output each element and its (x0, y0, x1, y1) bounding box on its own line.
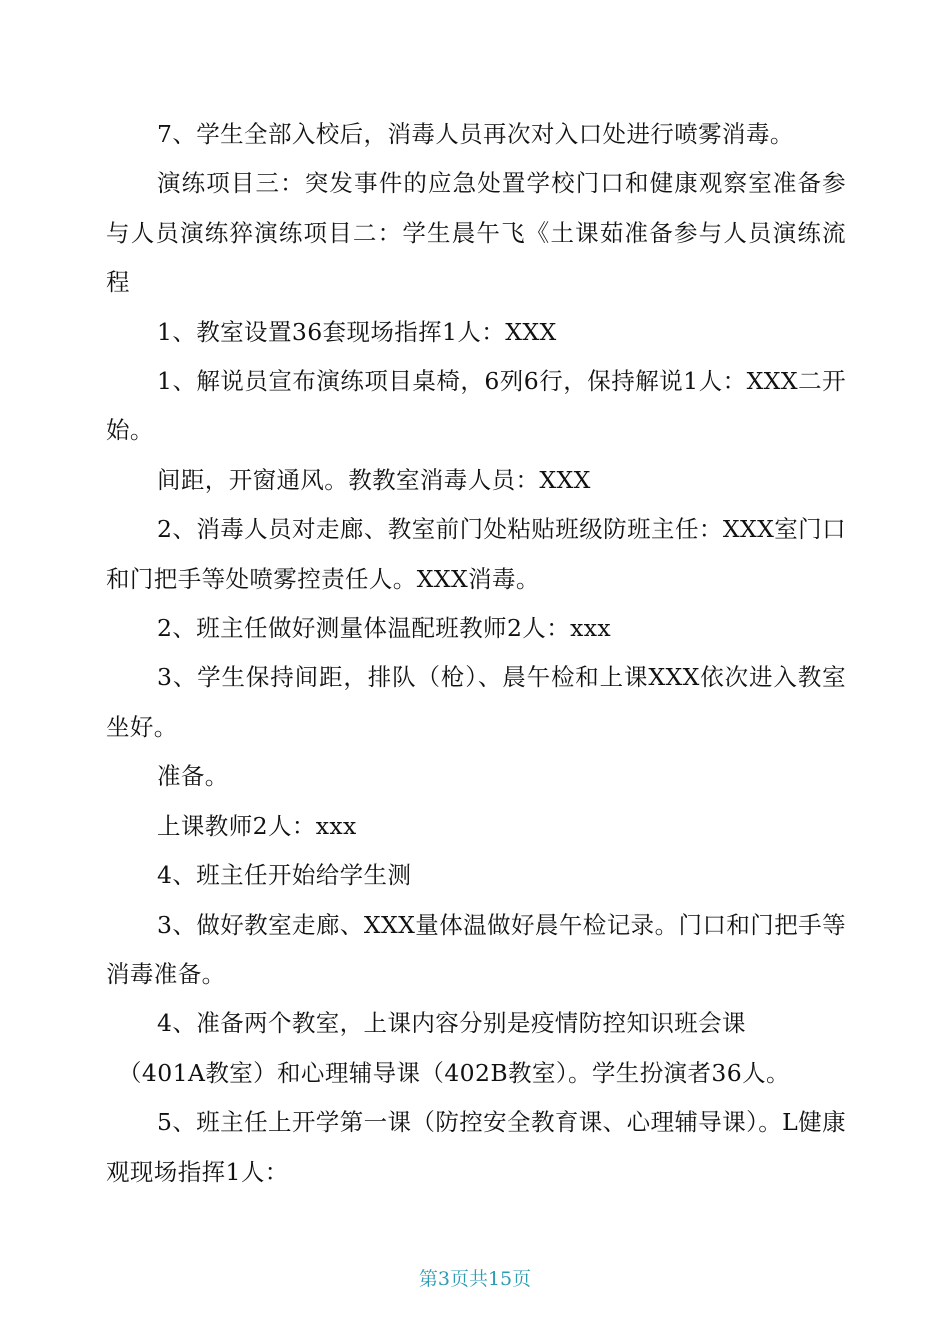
paragraph-9: 准备。 (157, 762, 229, 791)
paragraph-11: 4、班主任开始给学生测 (157, 861, 412, 890)
page-number-footer: 第3页共15页 (418, 1268, 532, 1290)
paragraph-14: （401A教室）和心理辅导课（402B教室）。学生扮演者36人。 (118, 1058, 790, 1087)
paragraph-2: 演练项目三：突发事件的应急处置学校门口和健康观察室准备参与人员演练猝演练项目二：学生晨午飞《土课茹准备参与人员演练流程 (106, 169, 846, 297)
document-body (106, 110, 846, 1197)
paragraph-13: 4、准备两个教室，上课内容分别是疫情防控知识班会课 (157, 1009, 746, 1038)
paragraph-10: 上课教师2人：xxx (157, 811, 357, 840)
paragraph-8: 3、学生保持间距，排队（枪）、晨午检和上课XXX依次进入教室坐好。 (106, 663, 846, 741)
paragraph-12: 3、做好教室走廊、XXX量体温做好晨午检记录。门口和门把手等消毒准备。 (106, 910, 846, 988)
paragraph-5: 间距，开窗通风。教教室消毒人员：XXX (157, 465, 591, 494)
paragraph-4: 1、解说员宣布演练项目桌椅，6列6行，保持解说1人：XXX二开始。 (106, 367, 846, 445)
paragraph-3: 1、教室设置36套现场指挥1人：XXX (157, 317, 557, 346)
paragraph-7: 2、班主任做好测量体温配班教师2人：xxx (157, 614, 612, 643)
paragraph-6: 2、消毒人员对走廊、教室前门处粘贴班级防班主任：XXX室门口和门把手等处喷雾控责任人。XXX消毒。 (106, 515, 846, 593)
paragraph-15: 5、班主任上开学第一课（防控安全教育课、心理辅导课）。L健康观现场指挥1人： (106, 1108, 846, 1186)
paragraph-1: 7、学生全部入校后，消毒人员再次对入口处进行喷雾消毒。 (157, 120, 794, 148)
